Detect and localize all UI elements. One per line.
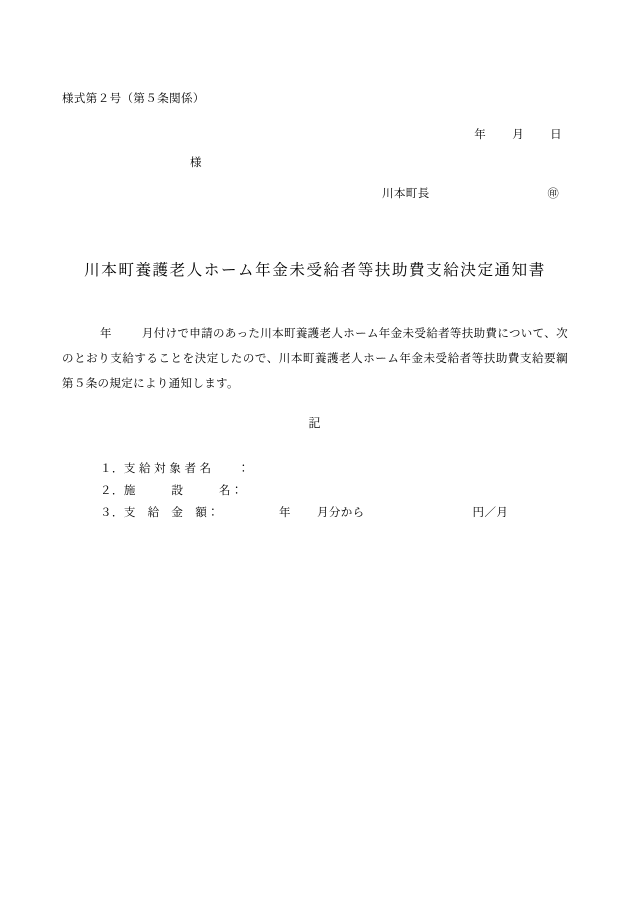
page-title: 川本町養護老人ホーム年金未受給者等扶助費支給決定通知書 bbox=[84, 262, 546, 279]
item-label: 施 設 名 bbox=[123, 485, 231, 497]
body-line3: ５条の規定により通知します。 bbox=[73, 378, 239, 390]
list-item bbox=[100, 458, 508, 480]
item-value-unit: 円／月 bbox=[472, 507, 509, 519]
item-label: 支 給 対 象 者 名 bbox=[123, 463, 212, 475]
item-number: １． bbox=[100, 463, 124, 475]
list-item bbox=[100, 480, 508, 502]
items-list bbox=[100, 458, 508, 524]
ki-mark: 記 bbox=[308, 416, 322, 430]
date-line bbox=[474, 126, 562, 142]
date-year: 年 bbox=[474, 129, 487, 141]
date-day: 日 bbox=[550, 129, 562, 141]
date-month: 月 bbox=[512, 129, 525, 141]
item-value-month: 月分から bbox=[316, 507, 365, 519]
seal-mark-icon: ㊞ bbox=[547, 188, 560, 200]
body-line1-prefix: 年 bbox=[100, 328, 112, 340]
addressee-line: 様 bbox=[190, 157, 202, 169]
item-number: ２． bbox=[100, 485, 124, 497]
list-item bbox=[100, 502, 508, 524]
body-line1-rest: 月付けで申請のあった川本町養護老人ホーム年金未受給者等扶助費について、次の bbox=[62, 328, 568, 365]
item-value-year: 年 bbox=[279, 507, 291, 519]
body-paragraph bbox=[62, 322, 568, 397]
form-number: 様式第２号（第５条関係） bbox=[62, 93, 205, 105]
item-separator: ： bbox=[230, 485, 243, 497]
body-line2: とおり支給することを決定したので、川本町養護老人ホーム年金未受給者等扶助費支給要綱第 bbox=[62, 353, 568, 390]
item-separator: ： bbox=[237, 463, 250, 475]
document-body bbox=[62, 0, 568, 903]
item-separator: ： bbox=[207, 507, 220, 519]
issuer-line bbox=[382, 185, 559, 201]
item-number: ３． bbox=[100, 507, 124, 519]
item-label: 支 給 金 額 bbox=[123, 507, 208, 519]
issuer-name: 川本町長 bbox=[382, 188, 430, 200]
